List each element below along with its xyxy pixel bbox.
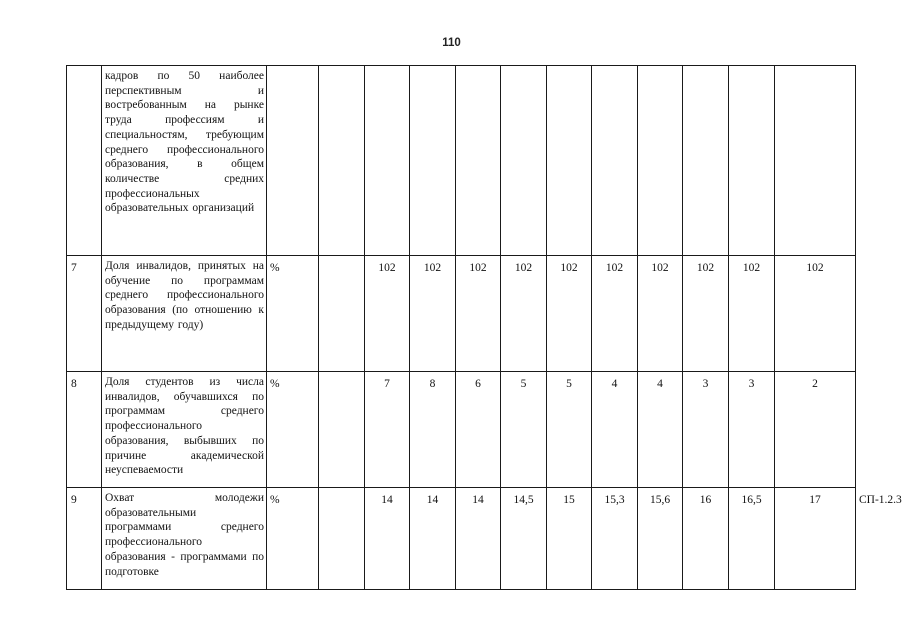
base-value-cell xyxy=(319,372,365,488)
value-cell xyxy=(638,66,683,256)
value-cell: 102 xyxy=(365,256,410,372)
value-cell: 16 xyxy=(683,488,729,590)
value-cell: 5 xyxy=(501,372,547,488)
unit-cell: % xyxy=(267,256,319,372)
value-cell xyxy=(501,66,547,256)
row-number-cell xyxy=(67,66,102,256)
value-cell: 14 xyxy=(365,488,410,590)
row-number-cell: 8 xyxy=(67,372,102,488)
table-row: 9 Охват молодежи образовательными программами среднего профессионального образования - программами по подготовке % 14 14 14 14,5 15 15,3 15,6 16 16,5 17 СП-1.2.3 xyxy=(67,488,856,590)
value-cell: 102 xyxy=(547,256,592,372)
value-cell: 2 xyxy=(775,372,856,488)
value-cell: 102 xyxy=(410,256,456,372)
value-cell: 102 xyxy=(729,256,775,372)
value-cell: 4 xyxy=(638,372,683,488)
base-value-cell xyxy=(319,488,365,590)
value-cell: 102 xyxy=(775,256,856,372)
base-value-cell xyxy=(319,256,365,372)
value-cell: 14,5 xyxy=(501,488,547,590)
value-cell: 102 xyxy=(683,256,729,372)
page-number: 110 xyxy=(442,37,461,49)
value-cell: 102 xyxy=(592,256,638,372)
table-row xyxy=(67,66,856,256)
row-number-cell: 7 xyxy=(67,256,102,372)
value-cell xyxy=(683,66,729,256)
value-cell: 15 xyxy=(547,488,592,590)
value-cell: 102 xyxy=(501,256,547,372)
value-cell: 5 xyxy=(547,372,592,488)
indicator-name-cell xyxy=(102,256,267,372)
value-cell: 15,6 xyxy=(638,488,683,590)
indicator-name-text: Доля инвалидов, принятых на обучение по программам среднего профессионального образования (по отношению к предыдущему году) xyxy=(105,260,264,331)
table-row xyxy=(67,372,856,488)
value-cell: 6 xyxy=(456,372,501,488)
value-cell: 15,3 xyxy=(592,488,638,590)
value-cell: 7 xyxy=(365,372,410,488)
indicators-table xyxy=(66,65,902,590)
value-cell xyxy=(592,66,638,256)
value-cell: 14 xyxy=(456,488,501,590)
row-number-cell: 9 xyxy=(67,488,102,590)
value-cell: 4 xyxy=(592,372,638,488)
value-cell: 3 xyxy=(729,372,775,488)
value-cell: 8 xyxy=(410,372,456,488)
indicator-name-cell xyxy=(102,372,267,488)
value-cell: 102 xyxy=(638,256,683,372)
value-cell: 102 xyxy=(456,256,501,372)
value-cell: 17 xyxy=(775,488,856,590)
value-cell: 14 xyxy=(410,488,456,590)
indicator-name-cell xyxy=(102,66,267,256)
value-cell xyxy=(410,66,456,256)
indicator-name-text: Охват молодежи образовательными программами среднего профессионального образования - программами по подготовке xyxy=(105,492,264,578)
value-cell: 3 xyxy=(683,372,729,488)
value-cell: 16,5 xyxy=(729,488,775,590)
value-cell xyxy=(456,66,501,256)
value-cell xyxy=(729,66,775,256)
indicator-name-text: кадров по 50 наиболее перспективным и востребованным на рынке труда профессиям и специальностям, требующим среднего профессионального образования, в общем количестве средних профессиональных образовательных организаций xyxy=(105,70,264,215)
value-cell xyxy=(547,66,592,256)
table-row xyxy=(67,256,856,372)
indicator-name-cell xyxy=(102,488,267,590)
unit-cell: % xyxy=(267,488,319,590)
unit-cell: % xyxy=(267,372,319,488)
value-cell xyxy=(775,66,856,256)
base-value-cell xyxy=(319,66,365,256)
unit-cell xyxy=(267,66,319,256)
indicator-name-text: Доля студентов из числа инвалидов, обучавшихся по программам среднего профессионального образования, выбывших по причине академической неуспеваемости xyxy=(105,376,264,477)
value-cell xyxy=(365,66,410,256)
